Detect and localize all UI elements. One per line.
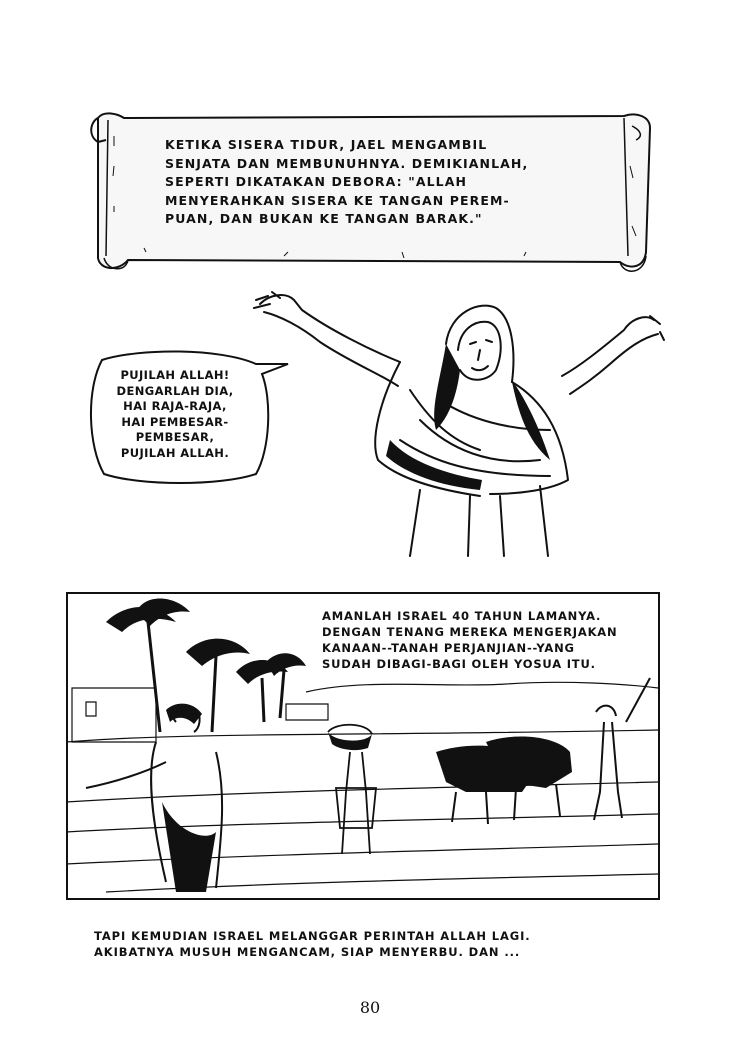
panel-caption-line: AMANLAH ISRAEL 40 TAHUN LAMANYA.	[322, 609, 602, 623]
panel-caption-line: KANAAN--TANAH PERJANJIAN--YANG	[322, 641, 575, 655]
scroll-caption-line: KETIKA SISERA TIDUR, JAEL MENGAMBIL	[165, 137, 488, 152]
scroll-caption-line: PUAN, DAN BUKAN KE TANGAN BARAK."	[165, 211, 483, 226]
bubble-line: DENGARLAH DIA,	[116, 383, 234, 398]
page-number: 80	[359, 998, 381, 1017]
footer-caption-line: AKIBATNYA MUSUH MENGANCAM, SIAP MENYERBU. DAN ...	[94, 945, 521, 959]
bubble-line: PUJILAH ALLAH!	[120, 368, 230, 382]
footer-caption	[94, 928, 654, 960]
panel-caption-line: SUDAH DIBAGI-BAGI OLEH YOSUA ITU.	[322, 657, 596, 671]
bubble-line: PUJILAH ALLAH.	[120, 445, 230, 460]
bubble-line: HAI RAJA-RAJA,	[123, 399, 227, 413]
bubble-line: HAI PEMBESAR-	[121, 414, 229, 429]
scroll-caption	[165, 136, 585, 229]
panel-caption	[322, 608, 652, 672]
deborah-illustration	[250, 290, 670, 560]
speech-bubble-text	[100, 368, 250, 461]
scroll-caption-line: SEPERTI DIKATAKAN DEBORA: "ALLAH	[165, 174, 468, 189]
panel-caption-line: DENGAN TENANG MEREKA MENGERJAKAN	[322, 625, 618, 639]
bubble-line: PEMBESAR,	[135, 430, 215, 444]
scroll-caption-line: MENYERAHKAN SISERA KE TANGAN PEREM-	[165, 192, 510, 208]
footer-caption-line: TAPI KEMUDIAN ISRAEL MELANGGAR PERINTAH ALLAH LAGI.	[94, 929, 531, 943]
scroll-caption-line: SENJATA DAN MEMBUNUHNYA. DEMIKIANLAH,	[165, 155, 529, 171]
